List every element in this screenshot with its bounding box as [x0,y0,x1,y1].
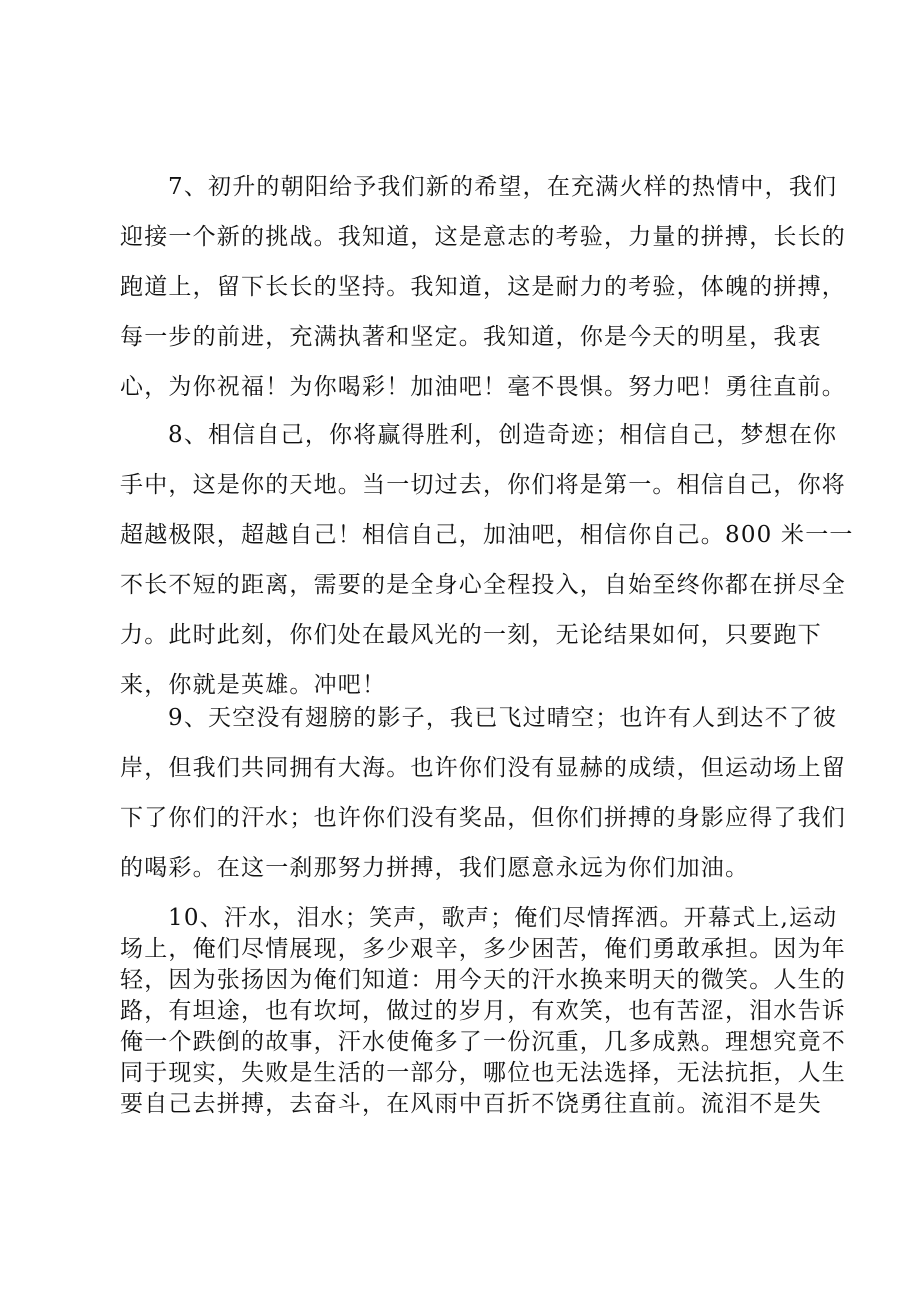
paragraph-9 [120,693,846,893]
paragraph-7 [120,162,846,412]
text-line: 10、汗水，泪水；笑声，歌声；俺们尽情挥洒。开幕式上,运动 [168,905,838,931]
text-line: 路，有坦途，也有坎坷，做过的岁月，有欢笑，也有苦涩，泪水告诉 [120,998,846,1024]
text-line: 的喝彩。在这一刹那努力拼搏，我们愿意永远为你们加油。 [120,855,750,881]
text-line: 手中，这是你的天地。当一切过去，你们将是第一。相信自己，你将 [120,472,846,498]
paragraph-8 [120,410,854,710]
text-line: 跑道上，留下长长的坚持。我知道，这是耐力的考验，体魄的拼搏， [120,274,846,300]
paragraph-10 [120,903,846,1120]
text-line: 力。此时此刻，你们处在最风光的一刻，无论结果如何，只要跑下 [120,622,822,648]
text-line: 岸，但我们共同拥有大海。也许你们没有显赫的成绩，但运动场上留 [120,755,846,781]
text-line: 场上，俺们尽情展现，多少艰辛，多少困苦，俺们勇敢承担。因为年 [120,936,846,962]
text-line: 每一步的前进，充满执著和坚定。我知道，你是今天的明星，我衷 [120,324,822,350]
text-line: 9、天空没有翅膀的影子，我已飞过晴空；也许有人到达不了彼 [168,705,838,731]
text-line: 迎接一个新的挑战。我知道，这是意志的考验，力量的拼搏，长长的 [120,224,846,250]
text-line: 要自己去拼搏，去奋斗，在风雨中百折不饶勇往直前。流泪不是失 [120,1091,822,1117]
text-line: 心，为你祝福！为你喝彩！加油吧！毫不畏惧。努力吧！勇往直前。 [120,374,846,400]
text-line: 同于现实，失败是生活的一部分，哪位也无法选择，无法抗拒，人生 [120,1060,846,1086]
text-line: 来，你就是英雄。冲吧！ [120,672,387,698]
text-line: 俺一个跌倒的故事，汗水使俺多了一份沉重，几多成熟。理想究竟不 [120,1029,846,1055]
text-line: 8、相信自己，你将赢得胜利，创造奇迹；相信自己，梦想在你 [168,422,838,448]
text-line: 超越极限，超越自己！相信自己，加油吧，相信你自己。800 米一一 [120,522,854,548]
text-line: 下了你们的汗水；也许你们没有奖品，但你们拼搏的身影应得了我们 [120,805,846,831]
text-line: 7、初升的朝阳给予我们新的希望，在充满火样的热情中，我们 [168,174,838,200]
text-line: 不长不短的距离，需要的是全身心全程投入，自始至终你都在拼尽全 [120,572,846,598]
text-line: 轻，因为张扬因为俺们知道：用今天的汗水换来明天的微笑。人生的 [120,967,846,993]
